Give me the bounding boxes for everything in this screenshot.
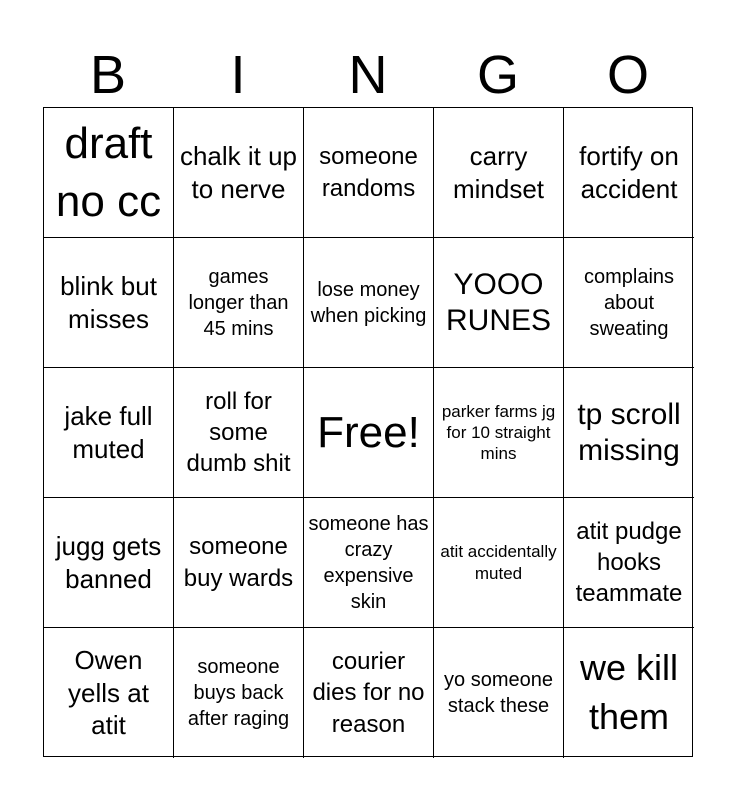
bingo-cell[interactable] [564,108,694,238]
bingo-cell-text: fortify on accident [579,141,679,204]
bingo-cell[interactable] [174,238,304,368]
header-letter-i: I [230,45,246,105]
bingo-cell[interactable] [434,628,564,758]
bingo-cell[interactable] [174,108,304,238]
bingo-cell-text: yo someone stack these [444,669,553,717]
bingo-cell[interactable] [434,108,564,238]
bingo-cell-text: draft no cc [55,119,162,226]
header-letter-n: N [348,45,388,105]
bingo-cell[interactable] [44,368,174,498]
bingo-cell[interactable] [304,498,434,628]
bingo-cell-text: someone buys back after raging [187,656,290,730]
bingo-cell-text: courier dies for no reason [312,648,425,738]
bingo-cell[interactable] [174,498,304,628]
bingo-cell-text: games longer than 45 mins [188,265,289,340]
bingo-cell[interactable] [44,628,174,758]
bingo-cell[interactable] [304,628,434,758]
bingo-cell-text: jake full muted [64,401,153,464]
bingo-cell[interactable] [564,498,694,628]
bingo-cell[interactable] [44,238,174,368]
bingo-cell[interactable] [174,368,304,498]
header-letter-o: O [606,45,649,105]
bingo-cell-text: someone has crazy expensive skin [308,512,429,613]
bingo-cell[interactable] [44,498,174,628]
bingo-cell-text: blink but misses [60,271,157,334]
header-letter-b: B [89,45,127,105]
bingo-cell[interactable] [564,238,694,368]
bingo-cell-text: Free! [317,407,420,457]
bingo-cell-text: Owen yells at atit [68,645,149,741]
bingo-cell-text: atit accidentally muted [440,542,557,583]
bingo-cell-text: lose money when picking [310,278,427,327]
bingo-cell[interactable] [564,628,694,758]
bingo-cell[interactable] [304,108,434,238]
bingo-card-grid [43,107,693,757]
header-letter-g: G [476,45,519,105]
bingo-cell-text: complains about sweating [583,265,675,340]
bingo-cell[interactable] [434,368,564,498]
bingo-cell[interactable] [174,628,304,758]
bingo-cell[interactable] [434,238,564,368]
bingo-cell-text: jugg gets banned [55,531,162,594]
bingo-cell-text: atit pudge hooks teammate [575,517,683,608]
bingo-cell[interactable] [564,368,694,498]
bingo-cell[interactable] [44,108,174,238]
bingo-cell-text: chalk it up to nerve [179,141,298,204]
bingo-cell-text: someone buy wards [183,533,294,592]
bingo-cell-text: carry mindset [452,141,545,204]
free-space-cell[interactable] [304,368,434,498]
bingo-cell-text: parker farms jg for 10 straight mins [441,401,556,464]
bingo-cell-text: someone randoms [319,143,418,202]
bingo-cell-text: roll for some dumb shit [186,387,291,478]
bingo-cell-text: YOOO RUNES [445,267,551,337]
bingo-cell[interactable] [304,238,434,368]
bingo-header [43,44,693,106]
bingo-cell[interactable] [434,498,564,628]
bingo-cell-text: we kill them [579,647,678,737]
bingo-cell-text: tp scroll missing [577,397,681,467]
